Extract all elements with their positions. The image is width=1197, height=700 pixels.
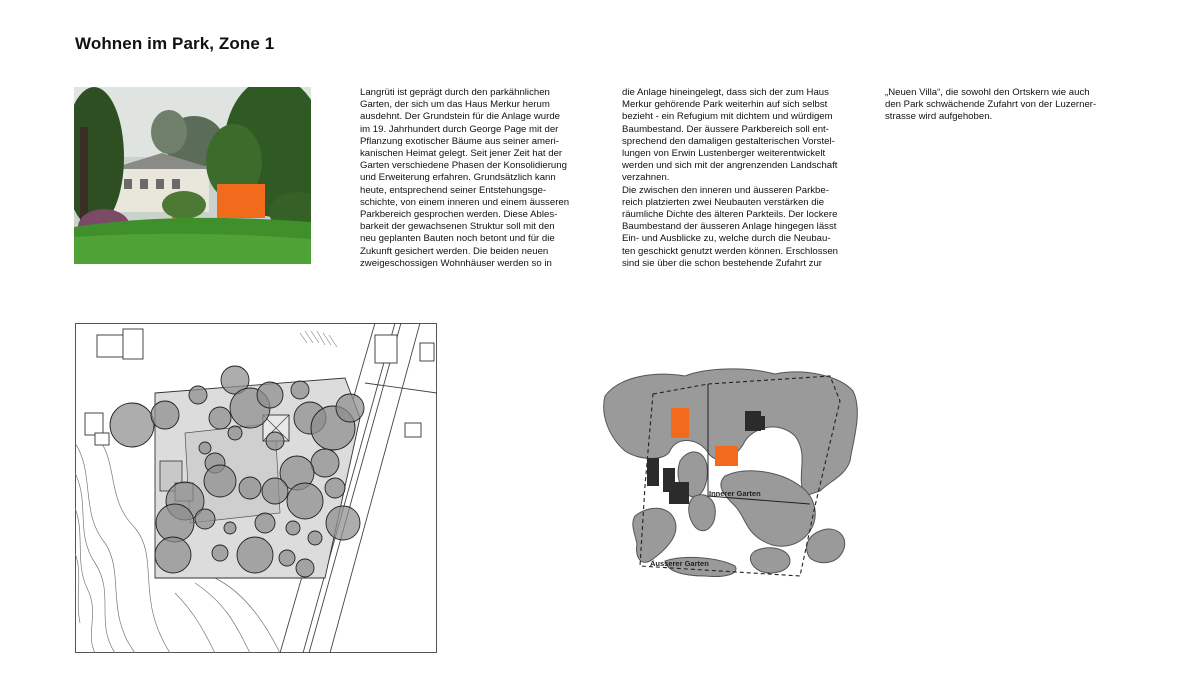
garden-diagram [595,366,865,586]
site-plan-drawing [75,323,437,653]
text-column-3: „Neuen Villa“, die sowohl den Ortskern wie auch den Park schwächende Zufahrt von der Luzerner- strasse wird aufgehoben. [885,87,1097,123]
text-column-1: Langrüti ist geprägt durch den parkähnlichen Garten, der sich um das Haus Merkur herum ausdehnt. Der Grundstein für die Anlage wurde im 19. Jahrhundert durch George Page mit der Pflanzung exotischer Bäume aus seiner ameri- kanischen Heimat gelegt. Seit jener Zeit hat der Garten verschiedene Phasen der Konsolidierung und Erweiterung erfahren. Grundsätzlich kann heute, entsprechend seiner Entstehungsge- schichte, von einem inneren und einem äusseren Parkbereich gesprochen werden. Diese Ables- barkeit der gewachsenen Struktur soll mit den neu geplanten Bauten noch betont und für die Zukunft gesichert werden. Die beiden neuen zweigeschossigen Wohnhäuser werden so in [360,87,570,269]
outer-garden-label: Äusserer Garten [650,559,709,568]
page-title: Wohnen im Park, Zone 1 [75,34,275,53]
garden-diagram-drawing [595,366,865,586]
inner-garden-label: Innerer Garten [709,489,761,498]
text-column-2: die Anlage hineingelegt, dass sich der zum Haus Merkur gehörende Park weiterhin auf sich selbst bezieht - ein Refugium mit dichtem und würdigem Baumbestand. Der äussere Parkbereich soll ent- sprechend den damaligen gestalterischen Vorstel- lungen von Erwin Lustenberger weiterentwickelt werden und sich mit der angrenzenden Landschaft verzahnen. Die zwischen den inneren und äusseren Parkbe- reich platzierten zwei Neubauten verstärken die räumliche Dichte des älteren Parkteils. Der lockere Baumbestand der äusseren Anlage hingegen lässt Ein- und Ausblicke zu, welche durch die Neubau- ten geschickt genutzt werden können. Erschlossen sind sie über die schon bestehende Zufahrt zur [622,87,838,269]
park-photo [74,87,311,264]
park-photo-image [74,87,311,264]
site-plan [75,323,437,653]
